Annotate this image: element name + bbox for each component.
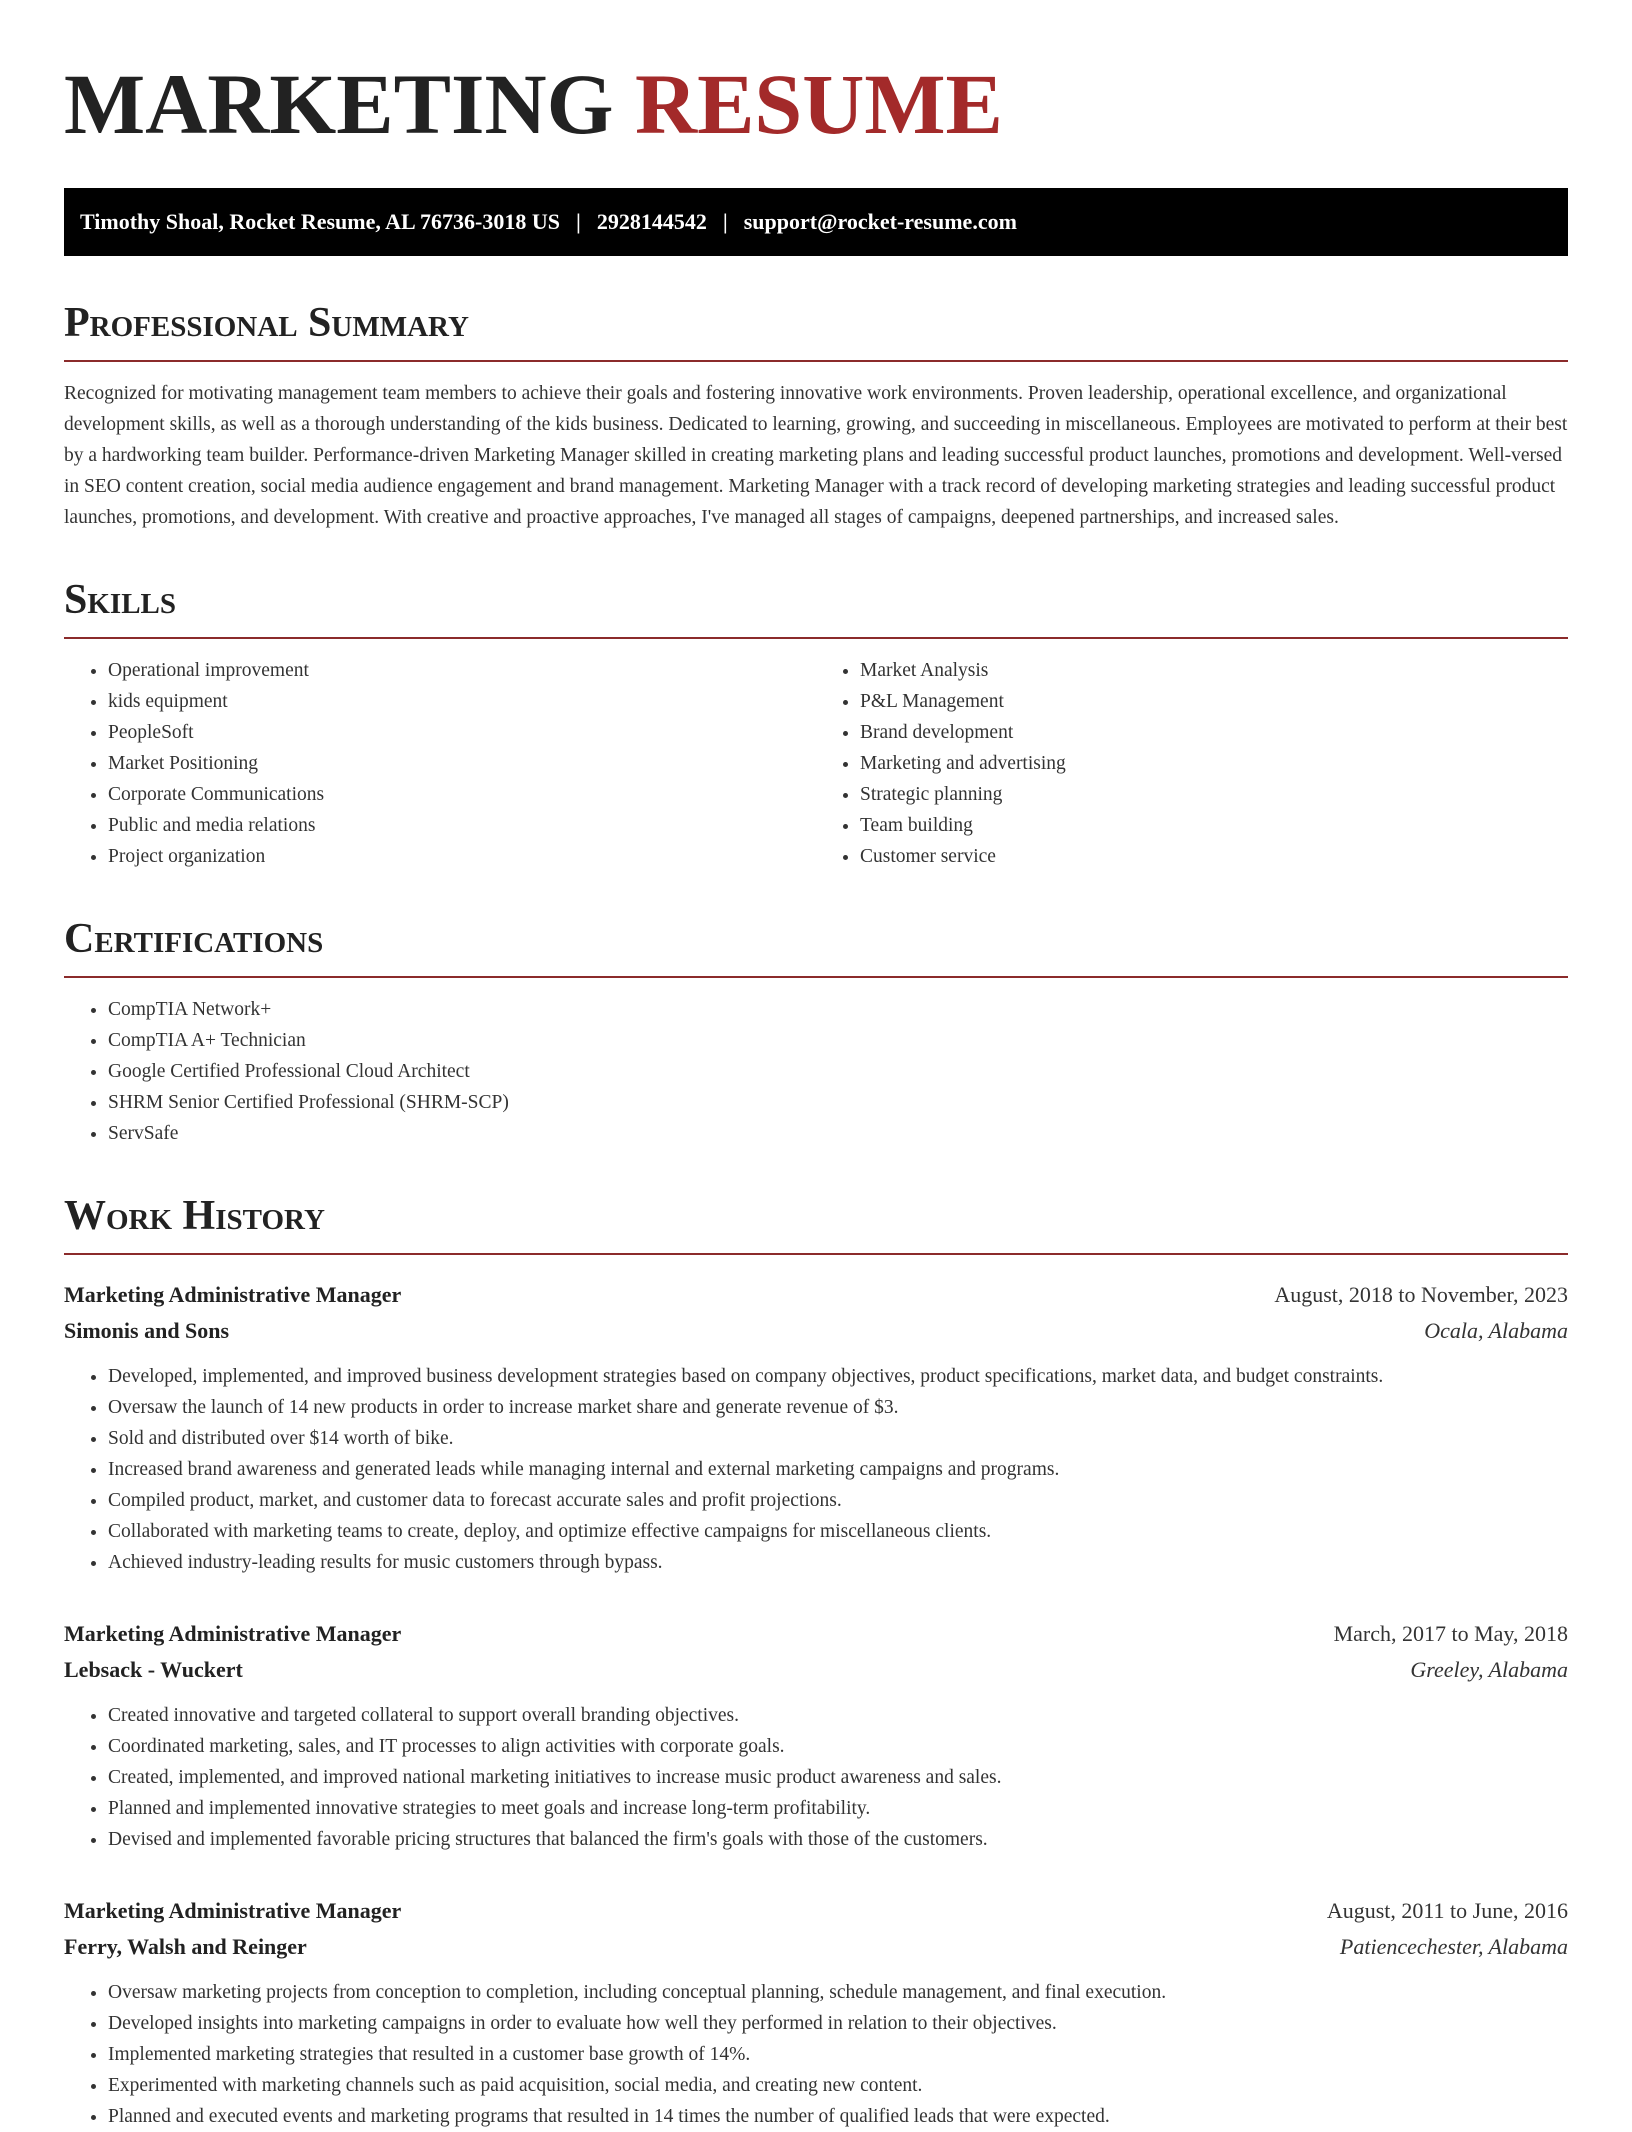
job-bullet: • Created, implemented, and improved national marketing initiatives to increase music product awareness and sales. [108, 1762, 1568, 1793]
certification-item: • Google Certified Professional Cloud Architect [108, 1056, 1568, 1087]
skill-item: • Brand development [860, 717, 1568, 748]
contact-phone: 2928144542 [596, 209, 707, 234]
job-bullets [64, 1977, 1568, 2132]
skill-item: • Operational improvement [108, 655, 816, 686]
job-bullet: • Developed insights into marketing campaigns in order to evaluate how well they performed in relation to their objectives. [108, 2008, 1568, 2039]
job-bullet: • Developed, implemented, and improved business development strategies based on company objectives, product specifications, market data, and budget constraints. [108, 1361, 1568, 1392]
job-dates: March, 2017 to May, 2018 [1333, 1621, 1568, 1646]
job-title: Marketing Administrative Manager [64, 1282, 402, 1307]
skill-item: • P&L Management [860, 686, 1568, 717]
page-title [64, 58, 1568, 150]
certification-item: • CompTIA A+ Technician [108, 1025, 1568, 1056]
summary-heading: Professional Summary [64, 300, 1568, 362]
summary-section [64, 300, 1568, 533]
work-history-section [64, 1193, 1568, 2132]
certification-item: • SHRM Senior Certified Professional (SHRM-SCP) [108, 1087, 1568, 1118]
skill-item: • Corporate Communications [108, 779, 816, 810]
job-bullet: • Planned and executed events and marketing programs that resulted in 14 times the number of qualified leads that were expected. [108, 2101, 1568, 2132]
job-bullets [64, 1700, 1568, 1855]
job-location: Ocala, Alabama [1424, 1318, 1568, 1343]
job-title: Marketing Administrative Manager [64, 1898, 402, 1923]
skill-item: • PeopleSoft [108, 717, 816, 748]
skills-list-right [816, 655, 1568, 872]
job-bullet: • Sold and distributed over $14 worth of bike. [108, 1423, 1568, 1454]
skill-item: • Marketing and advertising [860, 748, 1568, 779]
contact-address: Timothy Shoal, Rocket Resume, AL 76736-3018 US [80, 209, 560, 234]
job-bullet: • Oversaw marketing projects from conception to completion, including conceptual planning, schedule management, and final execution. [108, 1977, 1568, 2008]
certifications-section [64, 916, 1568, 1149]
job-bullets [64, 1361, 1568, 1578]
certification-item: • ServSafe [108, 1118, 1568, 1149]
job-company: Ferry, Walsh and Reinger [64, 1934, 307, 1959]
title-accent: RESUME [634, 56, 1003, 152]
work-history-heading: Work History [64, 1193, 1568, 1255]
contact-separator: | [575, 209, 581, 234]
contact-separator: | [722, 209, 728, 234]
job-entry [64, 1277, 1568, 1578]
job-dates: August, 2011 to June, 2016 [1326, 1898, 1568, 1923]
summary-text: Recognized for motivating management team members to achieve their goals and fostering innovative work environments. Proven leadership, operational excellence, and organizational development skills, as well as a thorough understanding of the kids business. Dedicated to learning, growing, and succeeding in miscellaneous. Employees are motivated to perform at their best by a hardworking team builder. Performance-driven Marketing Manager skilled in creating marketing plans and leading successful product launches, promotions and development. Well-versed in SEO content creation, social media audience engagement and brand management. Marketing Manager with a track record of developing marketing strategies and leading successful product launches, promotions, and development. With creative and proactive approaches, I've managed all stages of campaigns, deepened partnerships, and increased sales. [64, 383, 1568, 528]
job-header-row [64, 1277, 1568, 1313]
skills-columns [64, 639, 1568, 872]
job-entry [64, 1616, 1568, 1855]
job-bullet: • Implemented marketing strategies that resulted in a customer base growth of 14%. [108, 2039, 1568, 2070]
skill-item: • Strategic planning [860, 779, 1568, 810]
job-company: Lebsack - Wuckert [64, 1657, 243, 1682]
job-bullet: • Compiled product, market, and customer data to forecast accurate sales and profit projections. [108, 1485, 1568, 1516]
job-bullet: • Created innovative and targeted collateral to support overall branding objectives. [108, 1700, 1568, 1731]
job-dates: August, 2018 to November, 2023 [1274, 1282, 1568, 1307]
job-company: Simonis and Sons [64, 1318, 230, 1343]
contact-email: support@rocket-resume.com [743, 209, 1017, 234]
job-location: Patiencechester, Alabama [1339, 1934, 1568, 1959]
job-bullet: • Increased brand awareness and generated leads while managing internal and external marketing campaigns and programs. [108, 1454, 1568, 1485]
certification-item: • CompTIA Network+ [108, 994, 1568, 1025]
skill-item: • Market Analysis [860, 655, 1568, 686]
skills-heading: Skills [64, 577, 1568, 639]
job-bullet: • Coordinated marketing, sales, and IT processes to align activities with corporate goals. [108, 1731, 1568, 1762]
title-main: MARKETING [64, 56, 614, 152]
job-company-row [64, 1652, 1568, 1688]
job-company-row [64, 1929, 1568, 1965]
skill-item: • Team building [860, 810, 1568, 841]
job-location: Greeley, Alabama [1410, 1657, 1568, 1682]
job-company-row [64, 1313, 1568, 1349]
skill-item: • kids equipment [108, 686, 816, 717]
skill-item: • Customer service [860, 841, 1568, 872]
job-bullet: • Planned and implemented innovative strategies to meet goals and increase long-term profitability. [108, 1793, 1568, 1824]
job-bullet: • Experimented with marketing channels such as paid acquisition, social media, and creating new content. [108, 2070, 1568, 2101]
skill-item: • Project organization [108, 841, 816, 872]
job-header-row [64, 1616, 1568, 1652]
skill-item: • Market Positioning [108, 748, 816, 779]
skill-item: • Public and media relations [108, 810, 816, 841]
job-bullet: • Collaborated with marketing teams to create, deploy, and optimize effective campaigns for miscellaneous clients. [108, 1516, 1568, 1547]
certifications-list [64, 994, 1568, 1149]
job-bullet: • Devised and implemented favorable pricing structures that balanced the firm's goals with those of the customers. [108, 1824, 1568, 1855]
job-bullet: • Achieved industry-leading results for music customers through bypass. [108, 1547, 1568, 1578]
certifications-heading: Certifications [64, 916, 1568, 978]
job-bullet: • Oversaw the launch of 14 new products in order to increase market share and generate revenue of $3. [108, 1392, 1568, 1423]
job-header-row [64, 1893, 1568, 1929]
job-title: Marketing Administrative Manager [64, 1621, 402, 1646]
skills-section [64, 577, 1568, 872]
skills-list-left [64, 655, 816, 872]
job-entry [64, 1893, 1568, 2132]
contact-bar [64, 188, 1568, 256]
